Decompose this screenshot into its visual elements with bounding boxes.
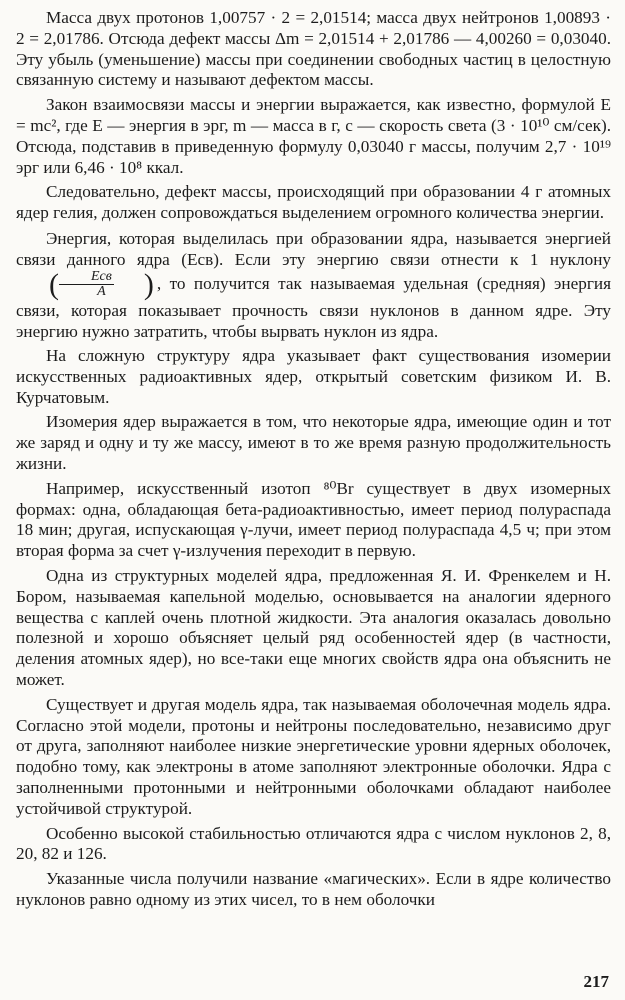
paragraph-binding-energy <box>16 228 611 342</box>
paragraph-isomerism-definition: Изомерия ядер выражается в том, что некоторые ядра, имеющие один и тот же заряд и одну и ту же массу, имеют в то же время разную продолжительность жизни. <box>16 412 611 473</box>
paragraph-helium-energy: Следовательно, дефект массы, происходящий при образовании 4 г атомных ядер гелия, должен сопровождаться выделением огромного количества энергии. <box>16 182 611 223</box>
binding-energy-text-after: , то получится так называемая удельная (средняя) энергия связи, которая показывает прочность связи нуклонов в данном ядре. Эту энергию нужно затратить, чтобы вырвать нуклон из ядра. <box>16 273 611 341</box>
paragraph-magic-numbers: Указанные числа получили название «магических». Если в ядре количество нуклонов равно одному из этих чисел, то в нем оболочки <box>16 869 611 909</box>
paragraph-stability-numbers: Особенно высокой стабильностью отличаются ядра с числом нуклонов 2, 8, 20, 82 и 126. <box>16 823 611 864</box>
paragraph-mass-energy-law: Закон взаимосвязи массы и энергии выражается, как известно, формулой E = mc², где E — энергия в эрг, m — масса в г, c — скорость света (3 · 10¹⁰ см/сек). Отсюда, подставив в приведенную формулу 0,03040 г массы, получим 2,7 · 10¹⁹ эрг или 6,46 · 10⁸ ккал. <box>16 95 611 177</box>
page-number: 217 <box>583 972 609 991</box>
paragraph-liquid-drop-model: Одна из структурных моделей ядра, предложенная Я. И. Френкелем и Н. Бором, называемая капельной моделью, основывается на аналогии ядерного вещества с каплей очень плотной жидкости. Эта аналогия оказалась довольно полезной и хорошо объясняет целый ряд особенностей ядер (в частности, деления атомных ядер), но все-таки еще многих свойств ядра она объяснить не может. <box>16 565 611 689</box>
paragraph-mass-defect-calculation: Масса двух протонов 1,00757 · 2 = 2,01514; масса двух нейтронов 1,00893 · 2 = 2,01786. Отсюда дефект массы Δm = 2,01514 + 2,01786 — 4,00260 = 0,03040. Эту убыль (уменьшение) массы при соединении свободных частиц в целостную связанную систему и называют дефектом массы. <box>16 8 611 90</box>
binding-energy-per-nucleon-fraction: ( $\frac{\text{Eсв}}{A}$ ) <box>49 267 154 301</box>
paragraph-nuclear-isomerism-discovery: На сложную структуру ядра указывает факт существования изомерии искусственных радиоактивных ядер, открытый советским физиком И. В. Курчатовым. <box>16 345 611 407</box>
fraction-numerator: Eсв <box>59 270 114 285</box>
paragraph-bromine-isotope-example: Например, искусственный изотоп ⁸⁰Br существует в двух изомерных формах: одна, обладающая бета-радиоактивностью, имеет период полураспада 18 мин; другая, испускающая γ-лучи, имеет период полураспада 4,5 ч; при этом вторая форма за счет γ-излучения переходит в первую. <box>16 478 611 561</box>
binding-energy-text-before: Энергия, которая выделилась при образовании ядра, называется энергией связи данного ядра (Eсв). Если эту энергию связи отнести к 1 нуклону <box>16 228 611 269</box>
fraction-denominator: A <box>97 284 106 300</box>
paragraph-shell-model: Существует и другая модель ядра, так называемая оболочечная модель ядра. Согласно этой модели, протоны и нейтроны последовательно, независимо друг от друга, заполняют наиболее низкие энергетические уровни ядерных оболочек, подобно тому, как электроны в атоме заполняют электронные оболочки. Ядра с заполненными протонными и нейтронными оболочками обладают наиболее устойчивой структурой. <box>16 694 611 818</box>
